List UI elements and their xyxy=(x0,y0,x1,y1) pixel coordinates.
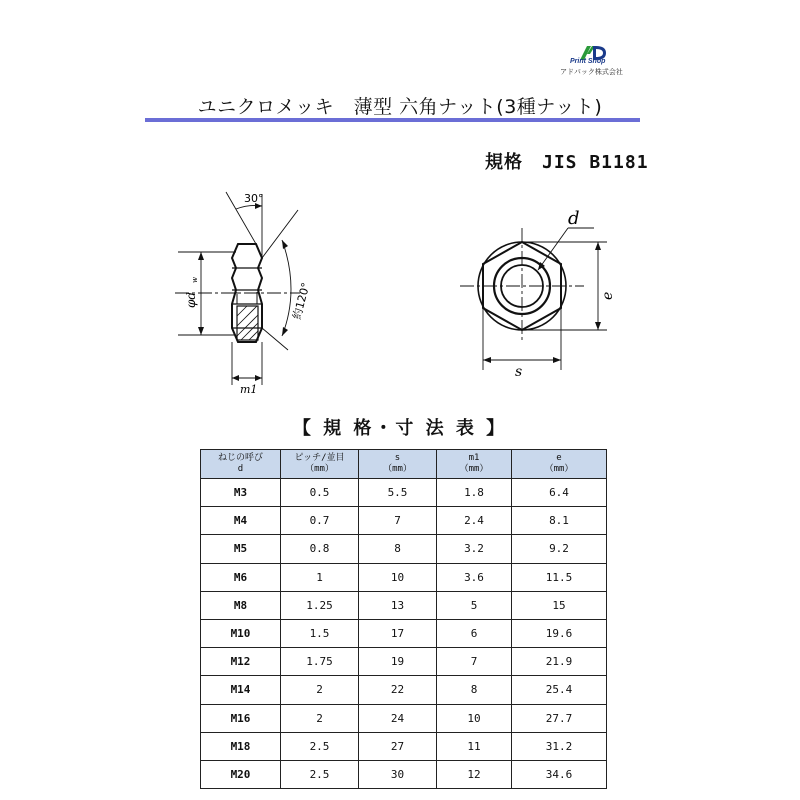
cell-m1: 2.4 xyxy=(437,507,512,535)
cell-m1: 3.6 xyxy=(437,563,512,591)
header-e: e （mm） xyxy=(512,450,607,479)
cell-pitch: 2 xyxy=(281,676,359,704)
cell-size: M18 xyxy=(201,732,281,760)
title-underline xyxy=(145,118,640,122)
cell-size: M12 xyxy=(201,648,281,676)
header-d: ねじの呼び d xyxy=(201,450,281,479)
cell-s: 27 xyxy=(359,732,437,760)
cell-e: 21.9 xyxy=(512,648,607,676)
cell-size: M20 xyxy=(201,760,281,788)
header-m1: m1 （mm） xyxy=(437,450,512,479)
table-row xyxy=(201,479,607,507)
table-row xyxy=(201,535,607,563)
cell-size: M4 xyxy=(201,507,281,535)
logo-company-name: アドパック株式会社 xyxy=(560,68,623,76)
cell-pitch: 0.7 xyxy=(281,507,359,535)
cell-m1: 6 xyxy=(437,619,512,647)
cell-s: 24 xyxy=(359,704,437,732)
cell-size: M5 xyxy=(201,535,281,563)
m1-label: m1 xyxy=(240,383,258,396)
cell-s: 10 xyxy=(359,563,437,591)
cell-m1: 7 xyxy=(437,648,512,676)
cell-pitch: 1.25 xyxy=(281,591,359,619)
cell-e: 8.1 xyxy=(512,507,607,535)
diameter-label-sub: w xyxy=(191,277,199,283)
cell-e: 19.6 xyxy=(512,619,607,647)
table-row xyxy=(201,704,607,732)
cell-m1: 8 xyxy=(437,676,512,704)
cell-size: M10 xyxy=(201,619,281,647)
cell-m1: 10 xyxy=(437,704,512,732)
cell-s: 13 xyxy=(359,591,437,619)
cell-size: M3 xyxy=(201,479,281,507)
cell-pitch: 1 xyxy=(281,563,359,591)
cell-s: 8 xyxy=(359,535,437,563)
angle-30-label: 30° xyxy=(244,192,264,205)
cell-e: 11.5 xyxy=(512,563,607,591)
cell-pitch: 1.75 xyxy=(281,648,359,676)
cell-s: 17 xyxy=(359,619,437,647)
nut-technical-drawing xyxy=(0,180,800,400)
table-row xyxy=(201,619,607,647)
cell-s: 7 xyxy=(359,507,437,535)
cell-e: 31.2 xyxy=(512,732,607,760)
table-row xyxy=(201,676,607,704)
table-row xyxy=(201,563,607,591)
cell-pitch: 0.8 xyxy=(281,535,359,563)
header-pitch: ピッチ/並目 （mm） xyxy=(281,450,359,479)
cell-m1: 5 xyxy=(437,591,512,619)
company-logo xyxy=(560,44,640,74)
side-view xyxy=(175,192,300,385)
table-row xyxy=(201,507,607,535)
table-row xyxy=(201,648,607,676)
standard-label: 規格 JIS B1181 xyxy=(485,152,649,173)
cell-s: 5.5 xyxy=(359,479,437,507)
cell-m1: 1.8 xyxy=(437,479,512,507)
cell-m1: 11 xyxy=(437,732,512,760)
cell-e: 25.4 xyxy=(512,676,607,704)
front-view xyxy=(460,228,607,370)
table-row xyxy=(201,732,607,760)
cell-e: 27.7 xyxy=(512,704,607,732)
cell-pitch: 2.5 xyxy=(281,760,359,788)
cell-s: 22 xyxy=(359,676,437,704)
cell-e: 34.6 xyxy=(512,760,607,788)
diameter-label: φd xyxy=(184,291,198,308)
cell-pitch: 0.5 xyxy=(281,479,359,507)
cell-m1: 3.2 xyxy=(437,535,512,563)
cell-pitch: 2.5 xyxy=(281,732,359,760)
cell-m1: 12 xyxy=(437,760,512,788)
cell-pitch: 1.5 xyxy=(281,619,359,647)
cell-e: 6.4 xyxy=(512,479,607,507)
table-row xyxy=(201,760,607,788)
cell-e: 15 xyxy=(512,591,607,619)
cell-s: 19 xyxy=(359,648,437,676)
table-row xyxy=(201,591,607,619)
cell-size: M6 xyxy=(201,563,281,591)
cell-e: 9.2 xyxy=(512,535,607,563)
page-title: ユニクロメッキ 薄型 六角ナット(3種ナット) xyxy=(197,96,603,118)
angle-120-label: 約120° xyxy=(290,281,313,321)
e-label: e xyxy=(600,291,616,300)
cell-pitch: 2 xyxy=(281,704,359,732)
header-s: s （mm） xyxy=(359,450,437,479)
logo-brand-line: Print Shop xyxy=(570,58,606,65)
table-header-row xyxy=(201,450,607,479)
table-caption: 【 規 格・寸 法 表 】 xyxy=(292,418,508,439)
cell-size: M16 xyxy=(201,704,281,732)
d-label: d xyxy=(568,208,580,229)
cell-size: M14 xyxy=(201,676,281,704)
dimension-table xyxy=(200,449,607,789)
s-label: s xyxy=(515,364,523,380)
cell-s: 30 xyxy=(359,760,437,788)
cell-size: M8 xyxy=(201,591,281,619)
